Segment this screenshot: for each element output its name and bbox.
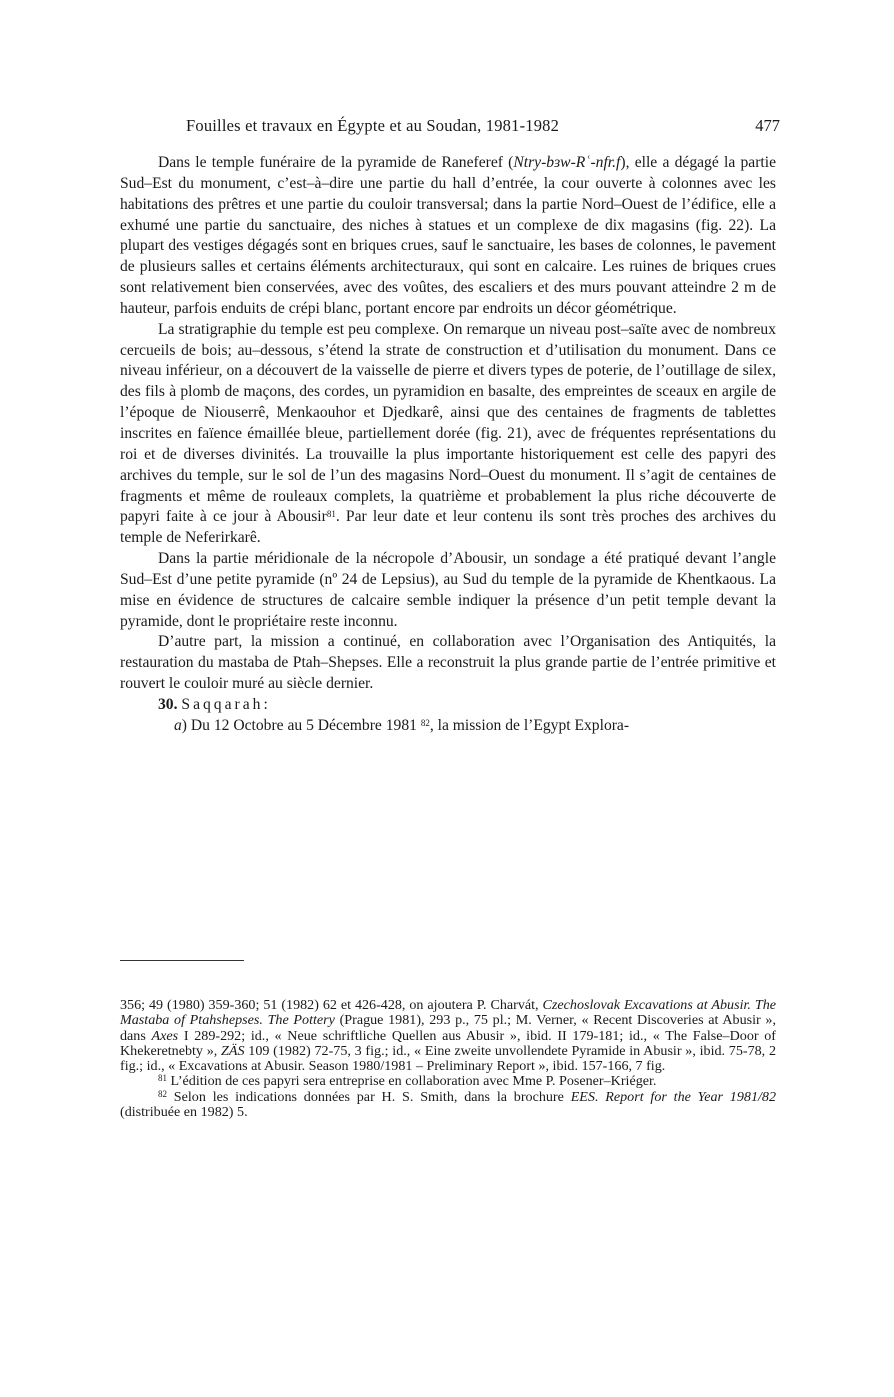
paragraph-stratigraphy xyxy=(120,320,776,549)
footnote-number: 81 xyxy=(158,1073,167,1084)
footnote-continuation xyxy=(120,998,776,1074)
text-run: Dans le temple funéraire de la pyramide de Raneferef ( xyxy=(158,154,514,171)
footnote-number: 82 xyxy=(158,1088,167,1099)
text-run: ), elle a dégagé la partie Sud–Est du monument, c’est–à–dire une partie du hall d’entrée, la cour ouverte à colonnes avec les habitations des prêtres et une partie du couloir transversal; dans la partie Nord–Ouest de l’édifice, elle a exhumé une partie du sanctuaire, des niches à statues et un complexe de dix magasins (fig. 22). La plupart des vestiges dégagés sont en briques crues, sauf le sanctuaire, les bases de colonnes, le pavement de plusieurs salles et certains éléments architecturaux, qui sont en calcaire. Les ruines de briques crues sont relativement bien conservées, avec des voûtes, des escaliers et des murs pouvant atteindre 2 m de hauteur, parfois enduits de crépi blanc, portant encore par endroits un décor géométrique. xyxy=(120,154,776,317)
text-run: 356; 49 (1980) 359-360; 51 (1982) 62 et 426-428, on ajoutera P. Charvát, xyxy=(120,997,543,1013)
book-title: Czechoslovak Excavations at Abusir. The Mastaba of Ptahshepses. The Pottery xyxy=(120,997,776,1029)
text-run: . Par leur date et leur contenu ils sont très proches des archives du temple de Neferirkarê. xyxy=(120,508,776,547)
page-number: 477 xyxy=(755,116,780,135)
paragraph-raneferef xyxy=(120,153,776,320)
journal-title: ZÄS xyxy=(221,1042,245,1059)
text-run: L’édition de ces papyri sera entreprise en collaboration avec Mme P. Posener–Kriéger. xyxy=(167,1073,657,1090)
running-header xyxy=(120,116,780,138)
footnote-82 xyxy=(120,1090,776,1121)
report-title: EES. Report for the Year 1981/82 xyxy=(570,1088,777,1105)
text-run: I 289-292; id., « Neue schriftliche Quellen aus Abusir », ibid. II 179-181; id., « The False–Door of Khekeretnebty », xyxy=(120,1027,777,1059)
running-title: Fouilles et travaux en Égypte et au Soudan, 1981-1982 xyxy=(186,116,560,135)
footnotes xyxy=(120,998,776,1120)
footnote-ref-81[interactable]: 81 xyxy=(326,509,336,520)
transliteration: Ntry-bɜw-Rʿ-nfr.f xyxy=(513,154,621,171)
paragraph-ees-mission xyxy=(120,716,776,737)
text-run: (distribuée en 1982) 5. xyxy=(120,1104,248,1121)
text-run: , la mission de l’Egypt Explora- xyxy=(429,716,630,734)
footnote-81 xyxy=(120,1074,776,1089)
subsection-letter: a xyxy=(174,716,182,734)
section-heading-saqqarah xyxy=(120,695,776,716)
text-run: Selon les indications données par H. S. Smith, dans la brochure xyxy=(167,1088,571,1105)
text-run: ) Du 12 Octobre au 5 Décembre 1981 xyxy=(181,716,417,734)
section-number: 30. xyxy=(158,695,178,713)
journal-title: Axes xyxy=(151,1027,179,1044)
footnote-divider xyxy=(120,960,244,961)
section-name: Saqqarah xyxy=(181,695,264,713)
footnote-ref-82[interactable]: 82 xyxy=(420,717,430,728)
paragraph-south-necropolis: Dans la partie méridionale de la nécropole d’Abousir, un sondage a été pratiqué devant l’angle Sud–Est d’une petite pyramide (nº 24 de Lepsius), au Sud du temple de la pyramide de Khentkaous. La mise en évidence de structures de calcaire semble indiquer la présence d’un petit temple devant la pyramide, dont le propriétaire reste inconnu. xyxy=(120,550,776,630)
text-run: La stratigraphie du temple est peu complexe. On remarque un niveau post–saïte avec de nombreux cercueils de bois; au–dessous, s’étend la strate de construction et d’utilisation du monument. Dans ce niveau inférieur, on a découvert de la vaisselle de pierre et divers types de poterie, de l’outillage de silex, des fils à plomb de maçons, des cordes, un pyramidion en basalte, des empreintes de sceaux en argile de l’époque de Niouserrê, Menkaouhor et Djedkarê, ainsi que des centaines de fragments de tablettes inscrites en faïence émaillée bleue, partiellement dorée (fig. 21), avec de fréquentes représentations du roi et de diverses divinités. La trouvaille la plus importante historiquement est celle des papyri des archives du temple, sur le sol de l’un des magasins Nord–Ouest du monument. Il s’agit de centaines de fragments et même de rouleaux complets, la quatrième et probablement la plus riche découverte de papyri faite à ce jour à Abousir xyxy=(120,320,776,526)
text-run: 109 (1982) 72-75, 3 fig.; id., « Eine zweite unvollendete Pyramide in Abusir », ibid. 75-78, 2 fig.; id., « Excavations at Abusir. Season 1980/1981 – Preliminary Report », ibid. 157-166, 7 fig. xyxy=(120,1042,776,1075)
text-run: (Prague 1981), 293 p., 75 pl.; M. Verner, « Recent Discoveries at Abusir », dans xyxy=(120,1012,776,1044)
main-text xyxy=(120,153,776,737)
section-colon: : xyxy=(263,695,268,713)
paragraph-ptah-shepses: D’autre part, la mission a continué, en collaboration avec l’Organisation des Antiquités, la restauration du mastaba de Ptah–Shepses. Elle a reconstruit la plus grande partie de l’entrée primitive et rouvert le couloir muré au siècle dernier. xyxy=(120,633,776,693)
